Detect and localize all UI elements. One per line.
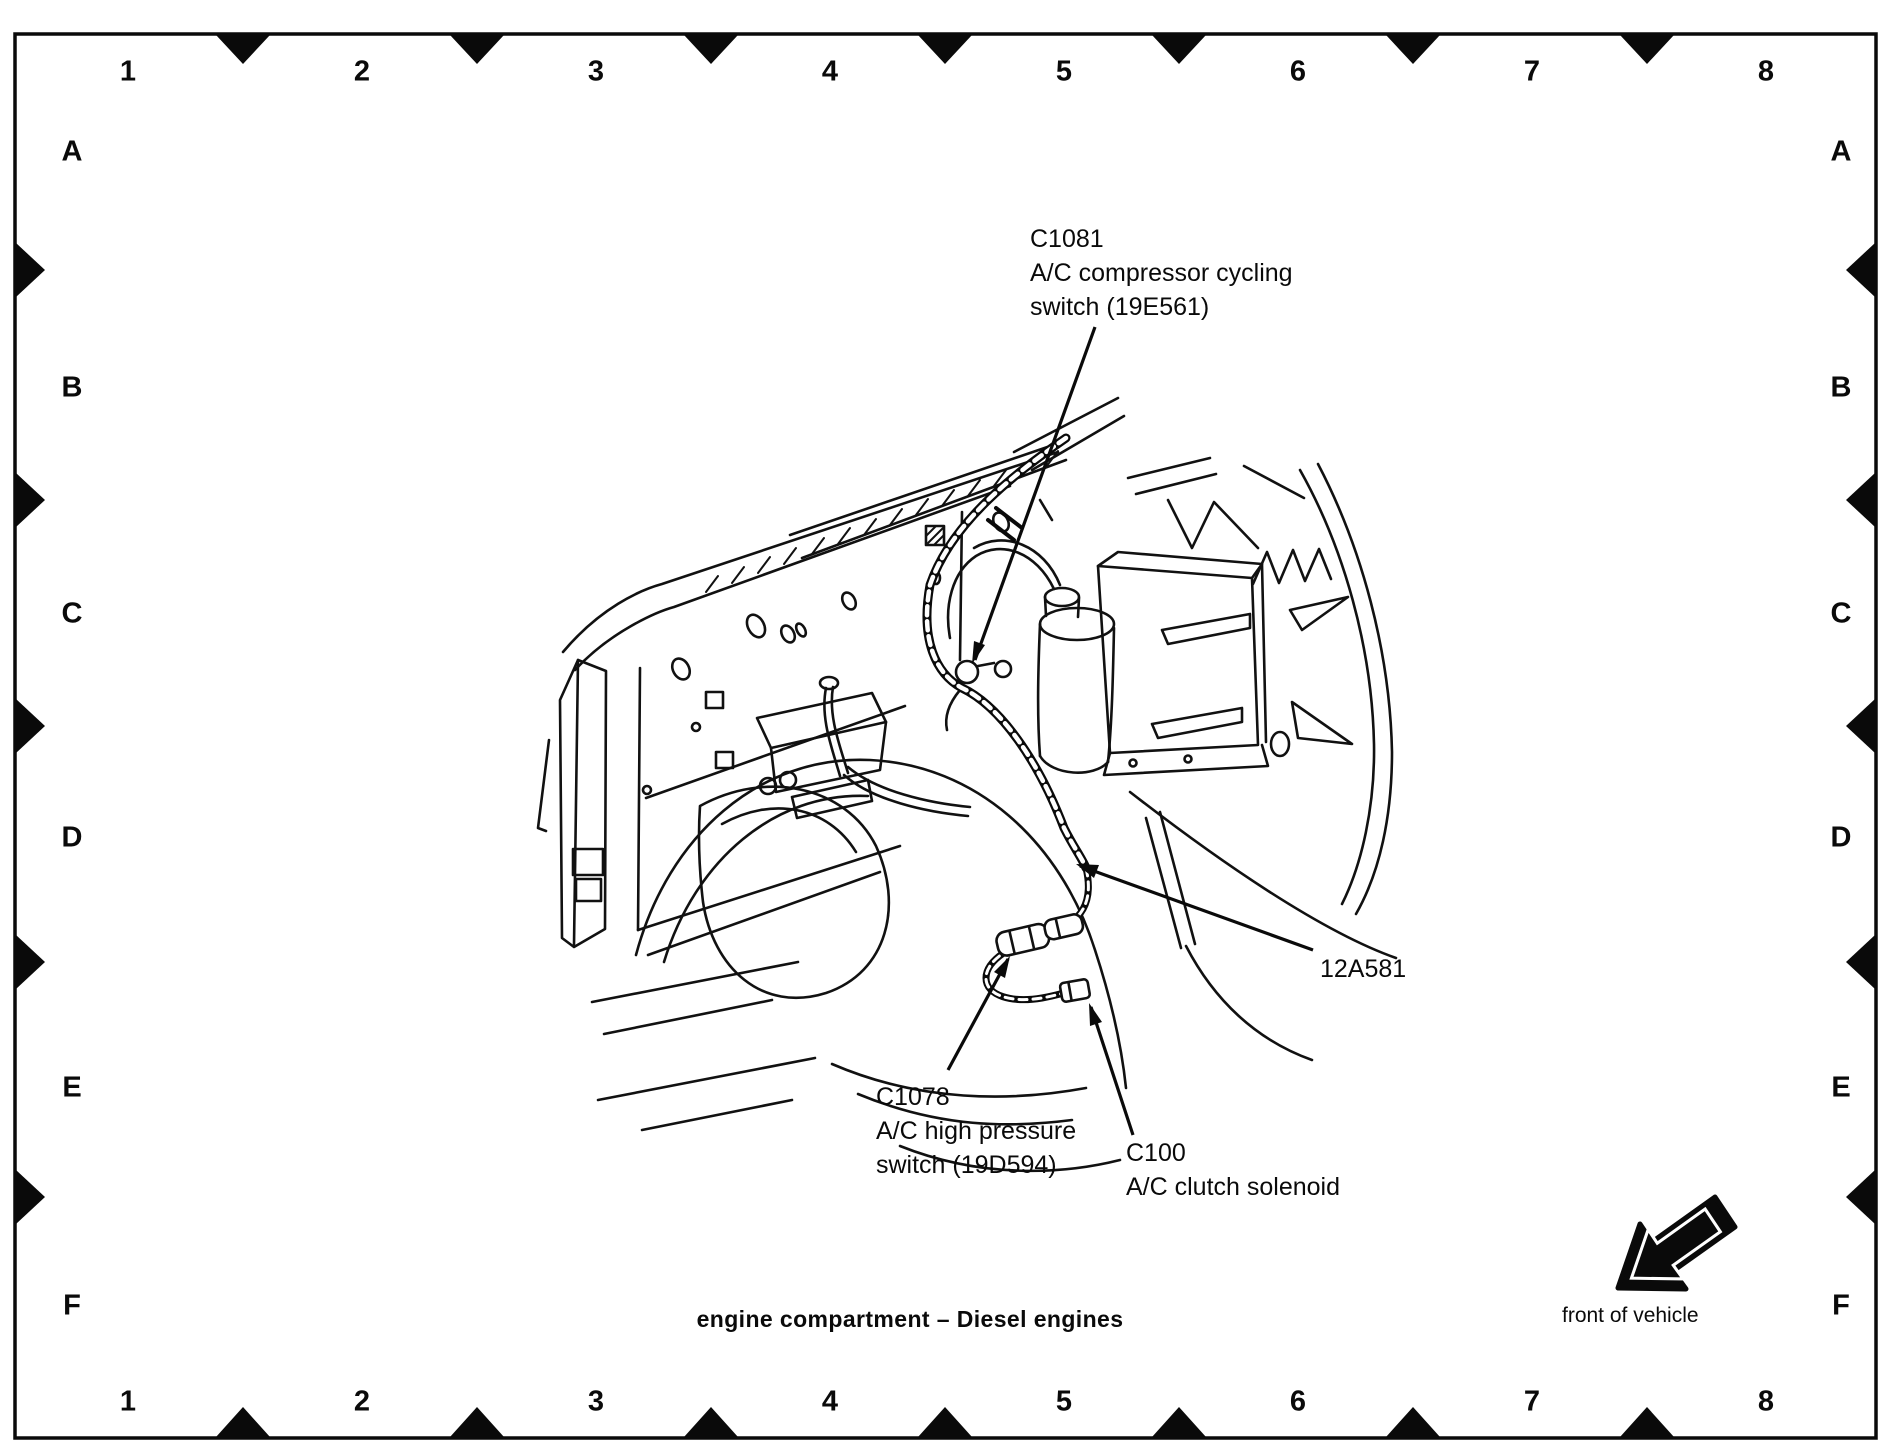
callout-c1081-code: C1081 bbox=[1030, 225, 1104, 253]
leader-c1078 bbox=[948, 959, 1008, 1070]
grid-col-top-4: 4 bbox=[821, 55, 839, 88]
grid-col-bottom-5: 5 bbox=[1055, 1385, 1073, 1418]
grid-row-left-c: C bbox=[61, 597, 83, 630]
grid-col-bottom-2: 2 bbox=[353, 1385, 371, 1418]
grid-col-top-1: 1 bbox=[119, 55, 137, 88]
callout-12a581-code: 12A581 bbox=[1320, 955, 1407, 983]
grid-col-bottom-6: 6 bbox=[1289, 1385, 1307, 1418]
grid-col-top-2: 2 bbox=[353, 55, 371, 88]
grid-row-left-a: A bbox=[61, 135, 83, 168]
grid-col-bottom-1: 1 bbox=[119, 1385, 137, 1418]
grid-col-bottom-8: 8 bbox=[1757, 1385, 1775, 1418]
grid-row-right-d: D bbox=[1830, 821, 1852, 854]
grid-col-top-3: 3 bbox=[587, 55, 605, 88]
callout-c100 bbox=[1126, 1136, 1340, 1204]
page-border bbox=[15, 34, 1876, 1438]
grid-col-top-5: 5 bbox=[1055, 55, 1073, 88]
figure-caption: engine compartment – Diesel engines bbox=[696, 1306, 1124, 1332]
callout-12a581 bbox=[1320, 952, 1406, 986]
fender-apron-line-art bbox=[538, 398, 1396, 1171]
clutch-solenoid-connector bbox=[1059, 979, 1090, 1003]
grid-col-bottom-4: 4 bbox=[821, 1385, 839, 1418]
grid-row-right-c: C bbox=[1830, 597, 1852, 630]
callout-c1078 bbox=[876, 1080, 1076, 1182]
callout-c1078-desc2: switch (19D594) bbox=[876, 1151, 1057, 1179]
grid-row-right-b: B bbox=[1830, 371, 1852, 404]
grid-col-top-6: 6 bbox=[1289, 55, 1307, 88]
front-of-vehicle-label: front of vehicle bbox=[1562, 1304, 1699, 1327]
grid-row-right-f: F bbox=[1832, 1289, 1850, 1322]
grid-row-left-b: B bbox=[61, 371, 83, 404]
grid-col-bottom-7: 7 bbox=[1523, 1385, 1541, 1418]
grid-row-left-e: E bbox=[62, 1071, 82, 1104]
pressure-switch-connector bbox=[995, 913, 1085, 958]
leader-c100 bbox=[1091, 1007, 1133, 1135]
callout-c1078-code: C1078 bbox=[876, 1083, 950, 1111]
grid-tick-triangles bbox=[16, 35, 1875, 1437]
grid-row-left-d: D bbox=[61, 821, 83, 854]
grid-col-bottom-3: 3 bbox=[587, 1385, 605, 1418]
callout-c1081-desc2: switch (19E561) bbox=[1030, 293, 1210, 321]
grid-col-top-7: 7 bbox=[1523, 55, 1541, 88]
leader-12a581 bbox=[1080, 866, 1313, 950]
callout-c1078-desc1: A/C high pressure bbox=[876, 1117, 1077, 1145]
callout-c1081-desc1: A/C compressor cycling bbox=[1030, 259, 1293, 287]
front-of-vehicle-arrow-icon bbox=[1618, 1197, 1735, 1289]
grid-row-right-e: E bbox=[1831, 1071, 1851, 1104]
grid-col-top-8: 8 bbox=[1757, 55, 1775, 88]
callout-c100-desc1: A/C clutch solenoid bbox=[1126, 1173, 1341, 1201]
grid-row-right-a: A bbox=[1830, 135, 1852, 168]
callout-c1081 bbox=[1030, 222, 1293, 324]
callout-c100-code: C100 bbox=[1126, 1139, 1186, 1167]
grid-row-left-f: F bbox=[63, 1289, 81, 1322]
